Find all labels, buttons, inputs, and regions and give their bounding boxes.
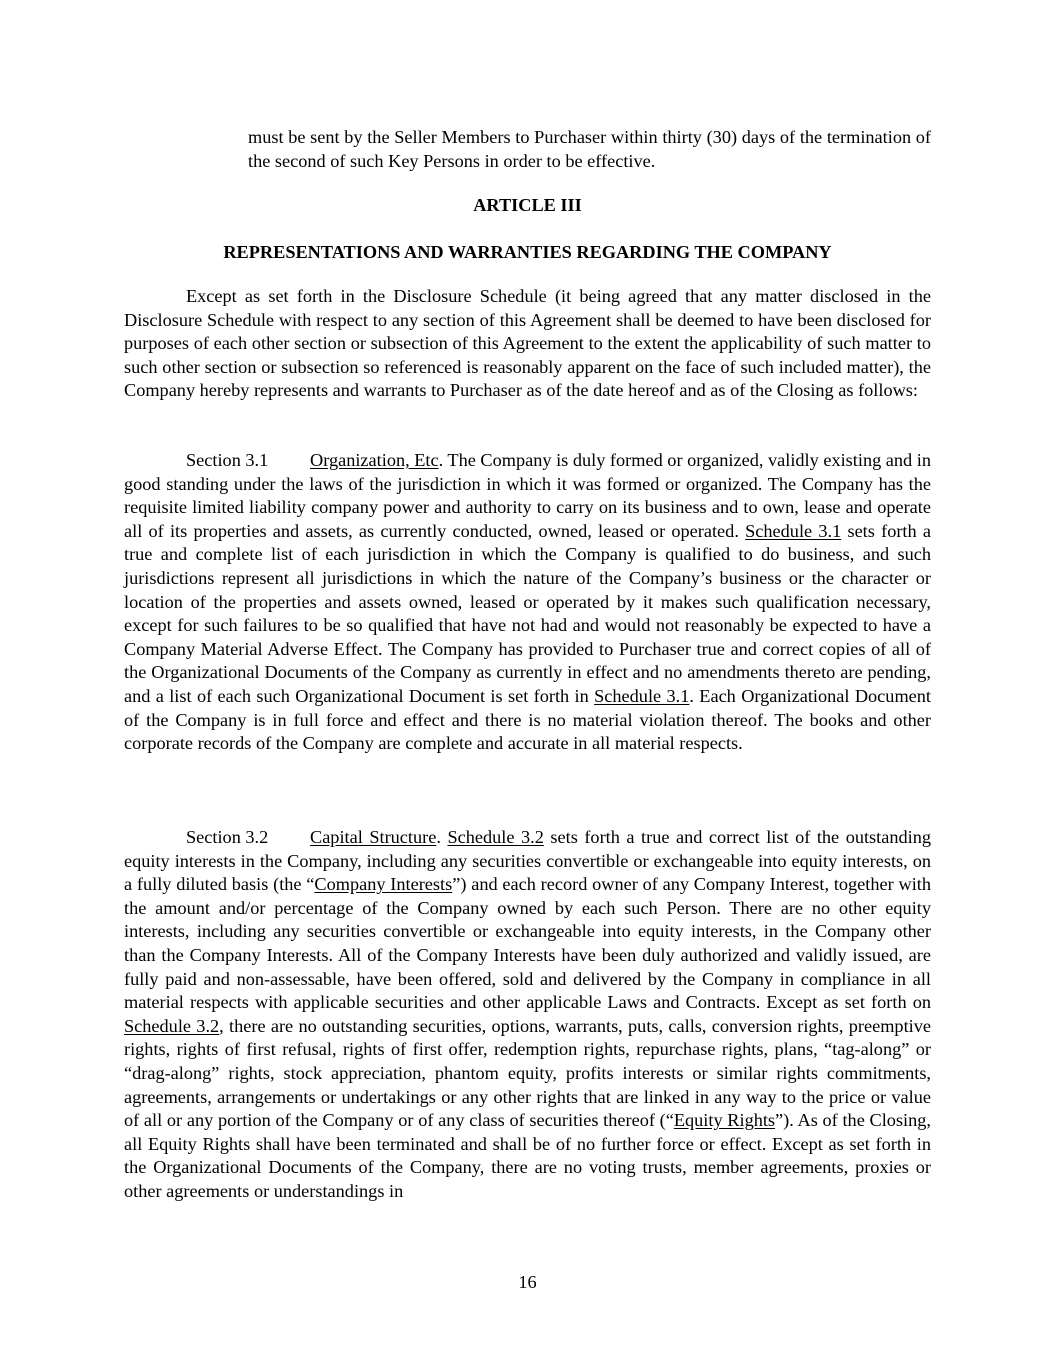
section-3-1-number: Section 3.1 <box>186 450 269 470</box>
schedule-3-1-reference: Schedule 3.1 <box>594 685 690 706</box>
page-number: 16 <box>518 1272 537 1292</box>
section-3-2-text: ”). As of the Closing, all Equity Rights shall have been terminated and shall be of no further force or effect. Except as set forth in the Organizational Documents of the Company, there are no voting trusts, member agreements, proxies or other agreements or understandings in <box>124 1110 931 1201</box>
section-3-1-text: sets forth a true and complete list of each jurisdiction in which the Company is qualified to do business, and such jurisdictions represent all jurisdictions in which the nature of the Company’s business or the character or location of the properties and assets owned, leased or operated by it makes such qualification necessary, except for such failures to be so qualified that have not had and would not reasonably be expected to have a Company Material Adverse Effect. The Company has provided to Purchaser true and correct copies of all of the Organizational Documents of the Company as currently in effect and no amendments thereto are pending, and a list of each such Organizational Document is set forth in <box>124 520 931 706</box>
section-3-2-text: . <box>436 827 448 847</box>
section-3-2-text: ”) and each record owner of any Company Interest, together with the amount and/or percentage of the Company owned by each such Person. There are no other equity interests, including any securities convertible or exchangeable into equity interests, in the Company other than the Company Interests. All of the Company Interests have been duly authorized and validly issued, are fully paid and non-assessable, have been offered, sold and delivered by the Company in compliance in all material respects with applicable securities and other applicable Laws and Contracts. Except as set forth on <box>124 874 931 1013</box>
section-3-1-paragraph <box>124 449 931 756</box>
intro-paragraph: Except as set forth in the Disclosure Schedule (it being agreed that any matter disclosed in the Disclosure Schedule with respect to any section of this Agreement shall be deemed to have been disclosed for purposes of each other section or subsection of this Agreement to the extent the applicability of such matter to such other section or subsection so referenced is reasonably apparent on the face of such included matter), the Company hereby represents and warrants to Purchaser as of the date hereof and as of the Closing as follows: <box>124 286 931 401</box>
article-title: REPRESENTATIONS AND WARRANTIES REGARDING THE COMPANY <box>223 242 832 262</box>
schedule-3-2-reference: Schedule 3.2 <box>124 1015 220 1036</box>
section-3-1-text: . The Company is duly formed or organized, validly existing and in good standing under the laws of the jurisdiction in which it was formed or organized. The Company has the requisite limited liability company power and authority to carry on its business and to own, lease and operate all of its properties and assets, as currently conducted, owned, leased or operated. <box>124 450 931 541</box>
section-3-2-text: , there are no outstanding securities, options, warrants, puts, calls, conversion rights, preemptive rights, rights of first refusal, rights of first offer, redemption rights, repurchase rights, plans, “tag-along” or “drag-along” rights, stock appreciation, phantom equity, profits interests or similar rights commitments, agreements, arrangements or undertakings or any other rights that are linked in any way to the price or value of all or any portion of the Company or of any class of securities thereof (“ <box>124 1015 931 1131</box>
section-3-2-text: sets forth a true and correct list of the outstanding equity interests in the Company, including any securities convertible or exchangeable into equity interests, on a fully diluted basis (the “ <box>124 827 932 895</box>
schedule-3-1-reference: Schedule 3.1 <box>745 520 842 541</box>
schedule-3-2-reference: Schedule 3.2 <box>447 827 544 847</box>
continuation-paragraph: must be sent by the Seller Members to Purchaser within thirty (30) days of the termination of the second of such Key Persons in order to be effective. <box>248 127 931 171</box>
section-3-1-heading: Organization, Etc <box>310 450 439 470</box>
equity-rights-term: Equity Rights <box>673 1110 776 1131</box>
section-3-1-text: . Each Organizational Document of the Company is in full force and effect and there is no material violation thereof. The books and other corporate records of the Company are complete and accurate in all material respects. <box>124 685 931 754</box>
section-3-2-heading: Capital Structure <box>310 827 437 847</box>
section-3-2-number: Section 3.2 <box>186 827 269 847</box>
section-3-2-paragraph <box>124 826 931 1204</box>
company-interests-term: Company Interests <box>314 874 453 895</box>
article-number: ARTICLE III <box>473 195 582 215</box>
